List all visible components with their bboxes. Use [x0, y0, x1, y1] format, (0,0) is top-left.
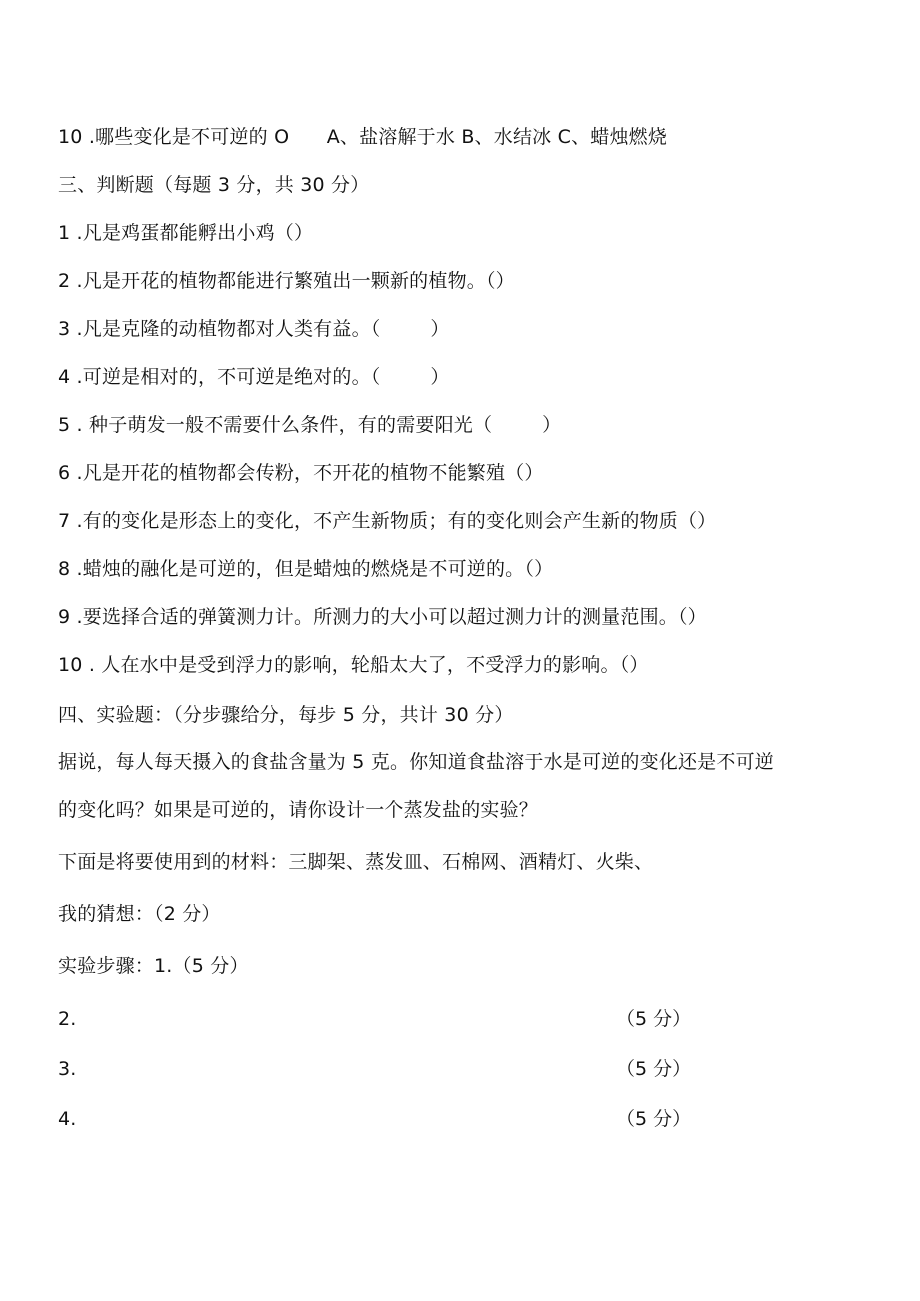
- materials-line: 下面是将要使用到的材料：三脚架、蒸发皿、石棉网、酒精灯、火柴、: [58, 851, 654, 873]
- step-4-number: 4.: [58, 1108, 77, 1130]
- judge-item-5: 5 . 种子萌发一般不需要什么条件，有的需要阳光（ ）: [58, 414, 562, 436]
- judge-item-8: 8 .蜡烛的融化是可逆的，但是蜡烛的燃烧是不可逆的。（）: [58, 558, 554, 580]
- guess-line: 我的猜想：（2 分）: [58, 903, 221, 925]
- section-3-heading: 三、判断题（每题 3 分，共 30 分）: [58, 174, 370, 196]
- judge-item-4: 4 .可逆是相对的，不可逆是绝对的。（ ）: [58, 366, 450, 388]
- judge-item-10: 10 . 人在水中是受到浮力的影响，轮船太大了，不受浮力的影响。（）: [58, 654, 649, 676]
- judge-item-7: 7 .有的变化是形态上的变化，不产生新物质；有的变化则会产生新的物质（）: [58, 510, 717, 532]
- experiment-intro-line-1: 据说，每人每天摄入的食盐含量为 5 克。你知道食盐溶于水是可逆的变化还是不可逆: [58, 751, 774, 773]
- step-3-score: （5 分）: [616, 1058, 692, 1080]
- judge-item-9: 9 .要选择合适的弹簧测力计。所测力的大小可以超过测力计的测量范围。（）: [58, 606, 707, 628]
- step-2-number: 2.: [58, 1008, 77, 1030]
- step-4-score: （5 分）: [616, 1108, 692, 1130]
- experiment-intro-line-2: 的变化吗？如果是可逆的，请你设计一个蒸发盐的实验？: [58, 799, 539, 821]
- question-10-multiple-choice: 10 .哪些变化是不可逆的 O A、盐溶解于水 B、水结冰 C、蜡烛燃烧: [58, 126, 668, 148]
- judge-item-6: 6 .凡是开花的植物都会传粉，不开花的植物不能繁殖（）: [58, 462, 544, 484]
- section-4-heading: 四、实验题：（分步骤给分，每步 5 分，共计 30 分）: [58, 704, 514, 726]
- step-2-score: （5 分）: [616, 1008, 692, 1030]
- judge-item-2: 2 .凡是开花的植物都能进行繁殖出一颗新的植物。（）: [58, 270, 515, 292]
- steps-label: 实验步骤：1.（5 分）: [58, 955, 249, 977]
- judge-item-3: 3 .凡是克隆的动植物都对人类有益。（ ）: [58, 318, 450, 340]
- step-3-number: 3.: [58, 1058, 77, 1080]
- judge-item-1: 1 .凡是鸡蛋都能孵出小鸡（）: [58, 222, 314, 244]
